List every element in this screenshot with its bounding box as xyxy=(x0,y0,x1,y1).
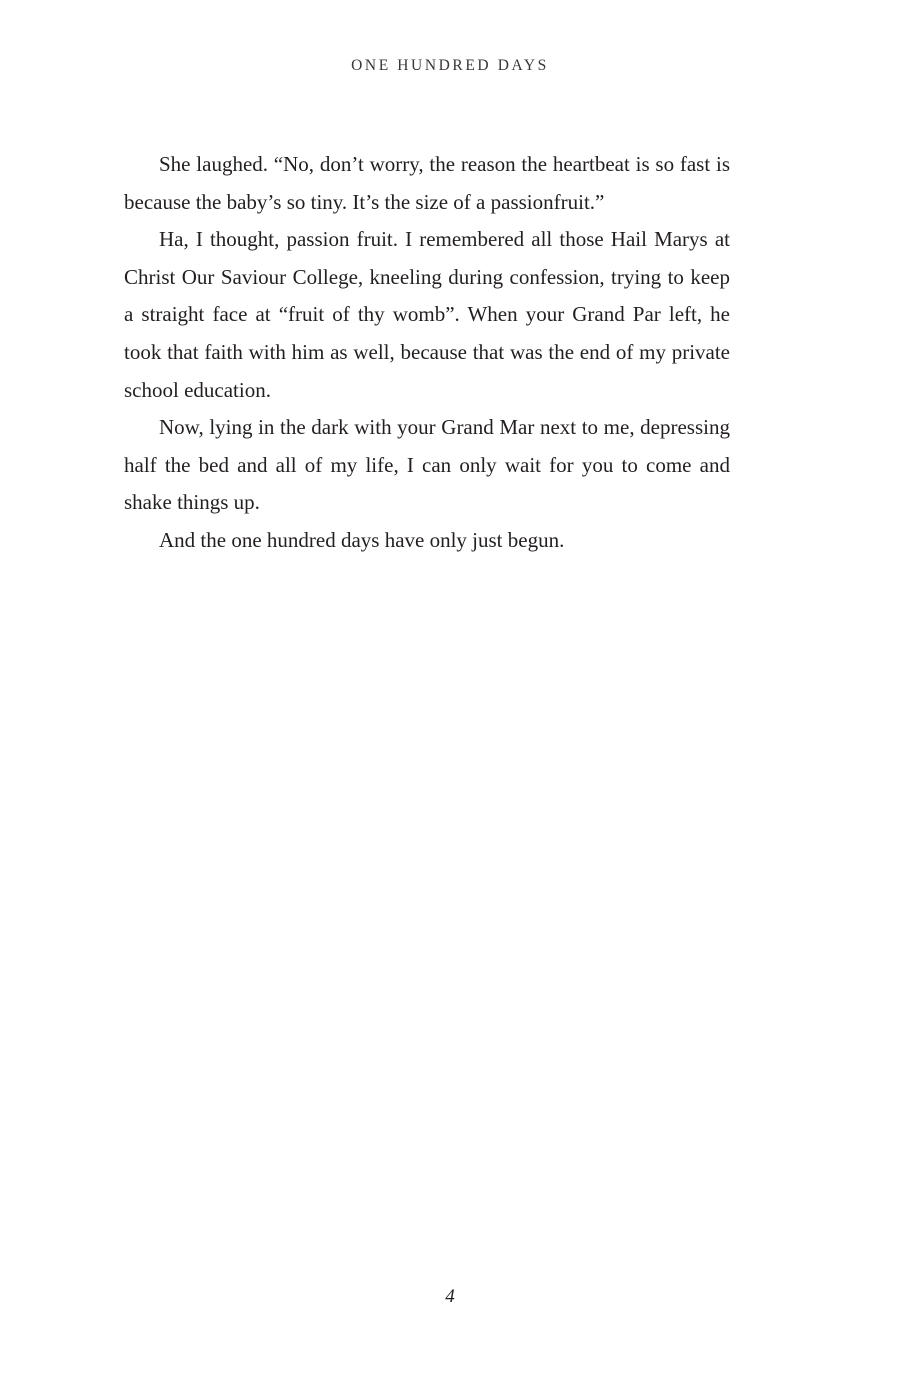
paragraph: She laughed. “No, don’t worry, the reason the heartbeat is so fast is because the baby’s so tiny. It’s the size of a passionfruit.” xyxy=(124,152,730,214)
body-text xyxy=(124,146,730,560)
running-head: ONE HUNDRED DAYS xyxy=(351,57,549,74)
paragraph: And the one hundred days have only just begun. xyxy=(159,527,565,552)
paragraph: Ha, I thought, passion fruit. I remembered all those Hail Marys at Christ Our Saviour College, kneeling during confession, trying to keep a straight face at “fruit of thy womb”. When your Grand Par left, he took that faith with him as well, because that was the end of my private school education. xyxy=(124,227,730,402)
paragraph: Now, lying in the dark with your Grand Mar next to me, depressing half the bed and all of my life, I can only wait for you to come and shake things up. xyxy=(124,415,730,515)
page-number: 4 xyxy=(445,1286,455,1307)
